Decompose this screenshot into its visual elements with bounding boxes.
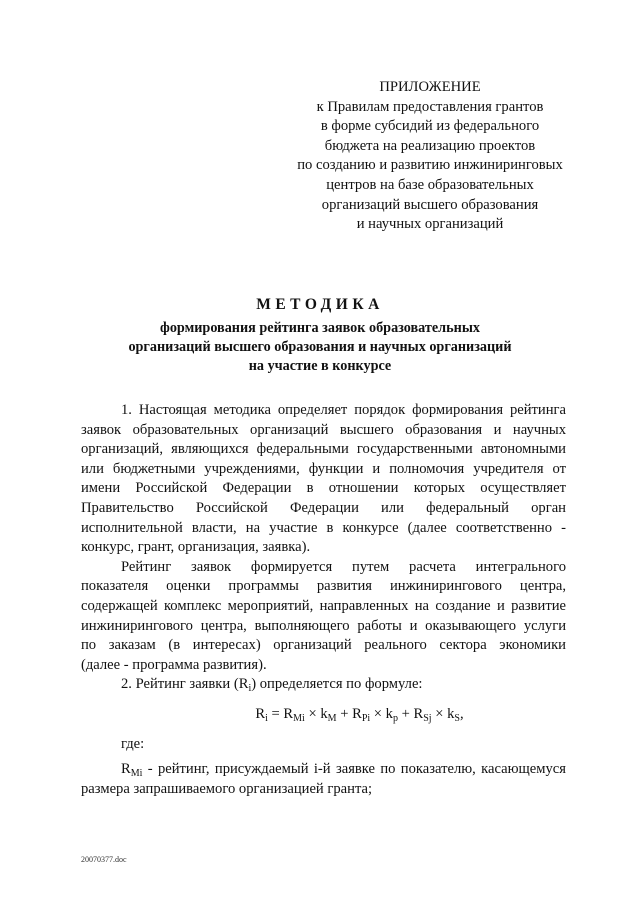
paragraph-1: [81, 401, 566, 558]
appendix-line: по созданию и развитию инжиниринговых: [297, 157, 563, 174]
paragraph-3-prefix: 2. Рейтинг заявки (R: [121, 676, 249, 693]
document-body: [81, 401, 566, 799]
subtitle-line: организаций высшего образования и научных организаций: [128, 339, 512, 356]
appendix-line: центров на базе образовательных: [326, 176, 534, 193]
paragraph-3-subscript: i: [248, 683, 252, 695]
paragraph-2: [81, 558, 566, 676]
appendix-line: организаций высшего образования: [321, 196, 539, 213]
formula-part: + R: [336, 705, 362, 722]
formula-part: × k: [304, 705, 328, 722]
text-line: или бюджетными учреждениями, функции и полномочия учредителя от: [81, 460, 566, 477]
formula-sub: Mi: [293, 712, 305, 724]
text-line: 1. Настоящая методика определяет порядок формирования рейтинга: [121, 402, 566, 418]
text-line: исполнительной власти, на участие в конкурсе (далее соответственно -: [81, 519, 566, 536]
text-line: размера запрашиваемого организацией гранта;: [81, 780, 373, 797]
text-line: содержащей комплекс мероприятий, направленных на создание и развитие: [81, 597, 566, 614]
formula-sub: Sj: [423, 712, 432, 724]
appendix-line: в форме субсидий из федерального: [320, 118, 540, 135]
formula-sub: M: [327, 712, 337, 724]
appendix-line: бюджета на реализацию проектов: [324, 137, 536, 154]
text-line: инжинирингового центра, выполняющего работы и оказывающего услуги: [81, 617, 566, 634]
appendix-line: к Правилам предоставления грантов: [316, 98, 544, 115]
text-line: заявок образовательных организаций высшего образования и научных: [81, 421, 566, 438]
paragraph-3: [81, 675, 566, 695]
text-line: конкурс, грант, организация, заявка).: [81, 539, 311, 556]
definition-rmi: [81, 760, 566, 799]
definition-symbol: R: [121, 761, 131, 778]
text-line: Правительство Российской Федерации или федеральный орган: [81, 499, 566, 516]
formula-sub: i: [265, 712, 268, 724]
text-line: Рейтинг заявок формируется путем расчета интегрального: [121, 558, 566, 575]
rating-formula: [81, 705, 566, 725]
definition-subscript: Mi: [130, 768, 143, 780]
appendix-heading: ПРИЛОЖЕНИЕ: [379, 79, 481, 95]
document-subtitle: [0, 319, 640, 377]
formula-part: R: [255, 705, 266, 722]
formula-part: × k: [431, 705, 455, 722]
formula-sub: Pi: [361, 712, 371, 724]
formula-sub: p: [392, 712, 398, 724]
text-line: показателя оценки программы развития инжинирингового центра,: [81, 578, 566, 595]
formula-sub: S: [454, 712, 460, 724]
definition-text: - рейтинг, присуждаемый i-й заявке по показателю, касающемуся: [142, 761, 566, 778]
formula-part: ,: [459, 705, 464, 722]
appendix-block: [280, 78, 580, 235]
text-line: имени Российской Федерации в отношении которых осуществляет: [81, 480, 566, 497]
subtitle-line: на участие в конкурсе: [248, 358, 392, 375]
appendix-line: и научных организаций: [356, 216, 504, 233]
subtitle-line: формирования рейтинга заявок образовательных: [160, 320, 480, 336]
file-name-footer: 20070377.doc: [81, 855, 127, 864]
paragraph-3-suffix: ) определяется по формуле:: [251, 676, 423, 693]
formula-part: = R: [267, 705, 294, 722]
formula-part: × k: [370, 705, 393, 722]
text-line: по заказам (в интересах) организаций реального сектора экономики: [81, 637, 566, 654]
formula-part: + R: [397, 705, 424, 722]
document-title: МЕТОДИКА: [256, 296, 384, 313]
text-line: (далее - программа развития).: [81, 656, 267, 673]
text-line: организаций, являющихся федеральными государственными автономными: [81, 441, 566, 458]
where-label: где:: [121, 735, 145, 752]
text-line: [81, 760, 566, 780]
